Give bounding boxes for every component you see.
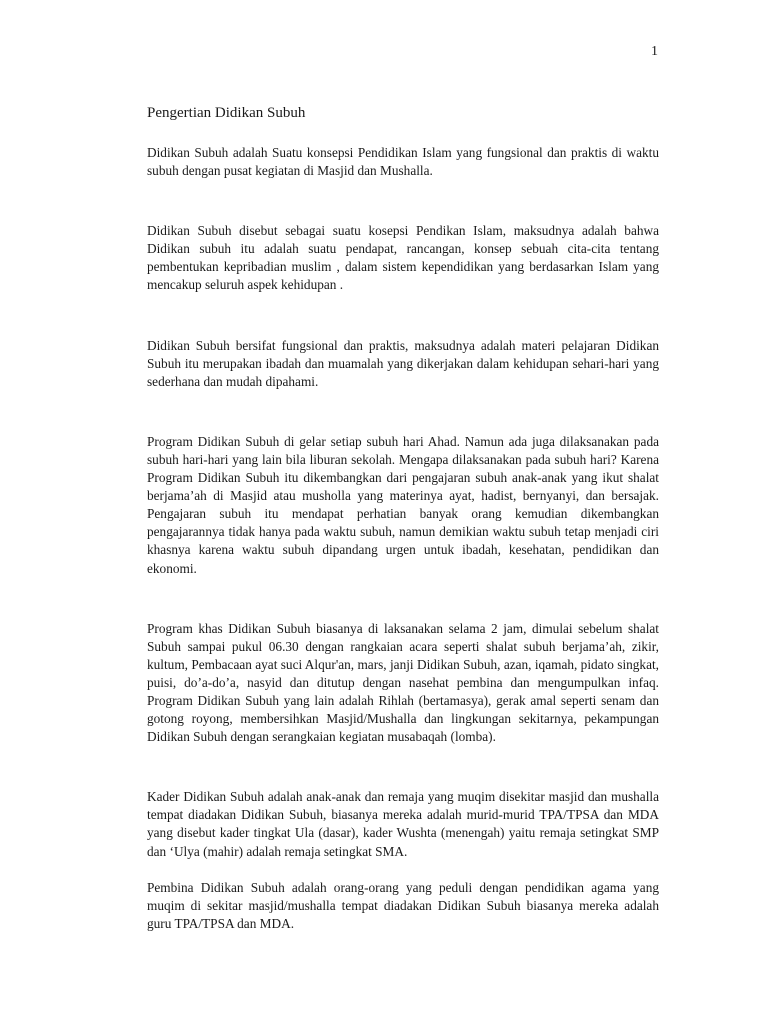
paragraph-3: Didikan Subuh bersifat fungsional dan praktis, maksudnya adalah materi pelajaran Didikan Subuh itu merupakan ibadah dan muamalah yang dikerjakan dalam kehidupan sehari-hari yang sederhana dan mudah dipahami.	[147, 337, 659, 389]
paragraph-5: Program khas Didikan Subuh biasanya di laksanakan selama 2 jam, dimulai sebelum shalat Subuh sampai pukul 06.30 dengan rangkaian acara seperti shalat subuh berjama’ah, zikir, kultum, Pembacaan ayat suci Alqur'an, mars, janji Didikan Subuh, azan, iqamah, pidato singkat, puisi, do’a-do’a, nasyid dan ditutup dengan nasehat pembina dan mengumpulkan infaq. Program Didikan Subuh yang lain adalah Rihlah (bertamasya), gerak amal seperti senam dan gotong royong, membersihkan Masjid/Mushalla dan lingkungan sekitarnya, pekampungan Didikan Subuh dengan serangkaian kegiatan musabaqah (lomba).	[147, 620, 659, 745]
page-number: 1	[651, 44, 658, 59]
paragraph-7: Pembina Didikan Subuh adalah orang-orang yang peduli dengan pendidikan agama yang muqim di sekitar masjid/mushalla tempat diadakan Didikan Subuh biasanya mereka adalah guru TPA/TPSA dan MDA.	[147, 879, 659, 931]
document-body	[147, 102, 659, 933]
paragraph-1: Didikan Subuh adalah Suatu konsepsi Pendidikan Islam yang fungsional dan praktis di waktu subuh dengan pusat kegiatan di Masjid dan Mushalla.	[147, 145, 659, 179]
paragraph-2: Didikan Subuh disebut sebagai suatu kosepsi Pendikan Islam, maksudnya adalah bahwa Didikan subuh itu adalah suatu pendapat, rancangan, konsep sebuah cita-cita tentang pembentukan kepribadian muslim , dalam sistem kependidikan yang berdasarkan Islam yang mencakup seluruh aspek kehidupan .	[147, 223, 659, 293]
paragraph-6: Kader Didikan Subuh adalah anak-anak dan remaja yang muqim disekitar masjid dan mushalla tempat diadakan Didikan Subuh, biasanya mereka adalah murid-murid TPA/TPSA dan MDA yang disebut kader tingkat Ula (dasar), kader Wushta (menengah) yaitu remaja setingkat SMP dan ‘Ulya (mahir) adalah remaja setingkat SMA.	[147, 789, 659, 859]
document-title: Pengertian Didikan Subuh	[147, 105, 306, 121]
paragraph-4: Program Didikan Subuh di gelar setiap subuh hari Ahad. Namun ada juga dilaksanakan pada subuh hari-hari yang lain bila liburan sekolah. Mengapa dilaksanakan pada subuh hari? Karena Program Didikan Subuh itu dikembangkan dari pengajaran subuh anak-anak yang ikut shalat berjama’ah di Masjid atau musholla yang materinya ayat, hadist, bernyanyi, dan bersajak. Pengajaran subuh itu mendapat perhatian banyak orang kemudian dikembangkan pengajarannya tidak hanya pada waktu subuh, namun demikian waktu subuh tetap menjadi ciri khasnya karena waktu subuh dipandang urgen untuk ibadah, kesehatan, pendidikan dan ekonomi.	[147, 433, 659, 576]
